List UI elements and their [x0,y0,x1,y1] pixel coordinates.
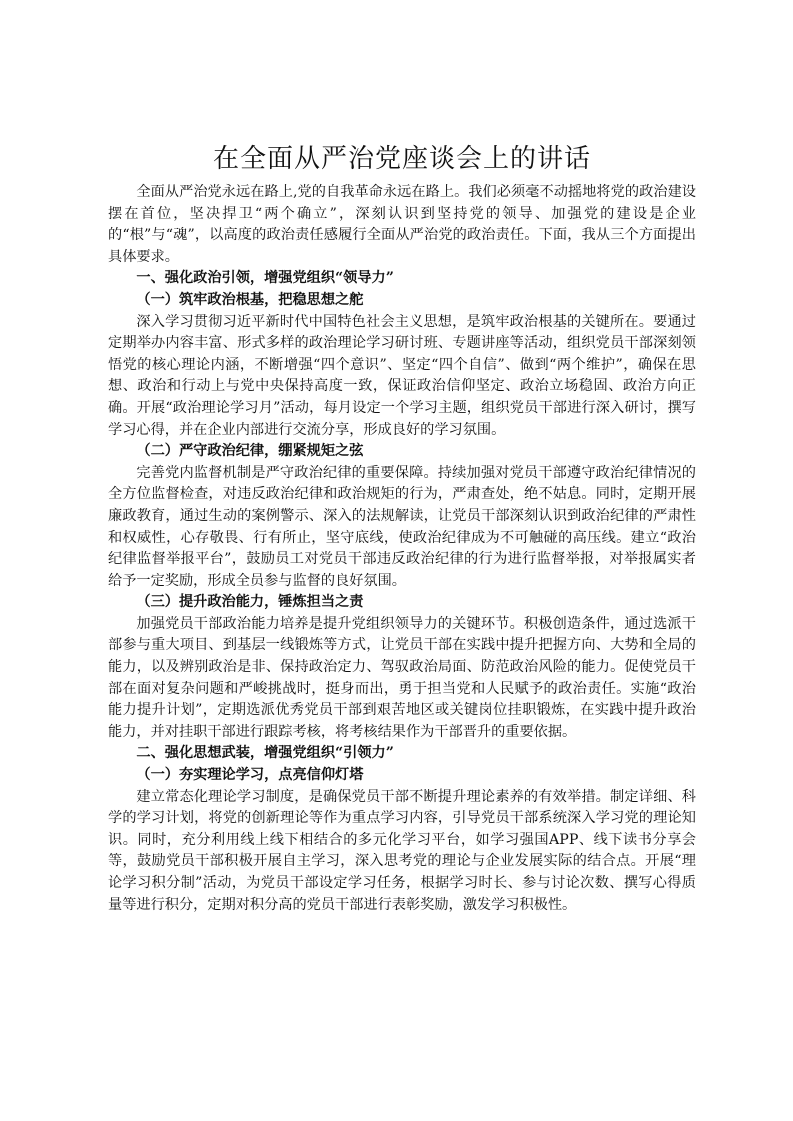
subsection-body-1-2: 完善党内监督机制是严守政治纪律的重要保障。持续加强对党员干部遵守政治纪律情况的全方位监督检查，对违反政治纪律和政治规矩的行为，严肃查处，绝不姑息。同时，定期开展廉政教育，通过生动的案例警示、深入的法规解读，让党员干部深刻认识到政治纪律的严肃性和权威性，心存敬畏、行有所止，坚守底线，使政治纪律成为不可触碰的高压线。建立“政治纪律监督举报平台”，鼓励员工对党员干部违反政治纪律的行为进行监督举报，对举报属实者给予一定奖励，形成全员参与监督的良好氛围。 [108,464,696,589]
subsection-heading-1-2: （二）严守政治纪律，绷紧规矩之弦 [136,443,364,460]
section-heading-2: 二、强化思想武装，增强党组织“引领力” [136,745,394,762]
document-title: 在全面从严治党座谈会上的讲话 [212,144,591,174]
subsection-body-1-3: 加强党员干部政治能力培养是提升党组织领导力的关键环节。积极创造条件，通过选派干部参与重大项目、到基层一线锻炼等方式，让党员干部在实践中提升把握方向、大势和全局的能力，以及辨别政治是非、保持政治定力、驾驭政治局面、防范政治风险的能力。促使党员干部在面对复杂问题和严峻挑战时，挺身而出，勇于担当党和人民赋予的政治责任。实施“政治能力提升计划”，定期选派优秀党员干部到艰苦地区或关键岗位挂职锻炼，在实践中提升政治能力，并对挂职干部进行跟踪考核，将考核结果作为干部晋升的重要依据。 [108,615,696,740]
section-heading-1: 一、强化政治引领，增强党组织“领导力” [136,270,394,287]
intro-paragraph: 全面从严治党永远在路上,党的自我革命永远在路上。我们必须毫不动摇地将党的政治建设摆在首位，坚决捍卫“两个确立”，深刻认识到坚持党的领导、加强党的建设是企业的“根”与“魂”，以高度的政治责任感履行全面从严治党的政治责任。下面，我从三个方面提出具体要求。 [108,184,696,265]
subsection-body-1-1: 深入学习贯彻习近平新时代中国特色社会主义思想，是筑牢政治根基的关键所在。要通过定期举办内容丰富、形式多样的政治理论学习研讨班、专题讲座等活动，组织党员干部深刻领悟党的核心理论内涵，不断增强“四个意识”、坚定“四个自信”、做到“两个维护”，确保在思想、政治和行动上与党中央保持高度一致，保证政治信仰坚定、政治立场稳固、政治方向正确。开展“政治理论学习月”活动，每月设定一个学习主题，组织党员干部进行深入研讨，撰写学习心得，并在企业内部进行交流分享，形成良好的学习氛围。 [108,313,696,438]
subsection-heading-1-1: （一）筑牢政治根基，把稳思想之舵 [136,291,364,308]
document-page [108,140,696,916]
subsection-heading-2-1: （一）夯实理论学习，点亮信仰灯塔 [136,767,364,784]
subsection-heading-1-3: （三）提升政治能力，锤炼担当之责 [136,594,364,611]
subsection-body-2-1: 建立常态化理论学习制度，是确保党员干部不断提升理论素养的有效举措。制定详细、科学的学习计划，将党的创新理论等作为重点学习内容，引导党员干部系统深入学习党的理论知识。同时，充分利用线上线下相结合的多元化学习平台，如学习强国APP、线下读书分享会等，鼓励党员干部积极开展自主学习，深入思考党的理论与企业发展实际的结合点。开展“理论学习积分制”活动，为党员干部设定学习任务，根据学习时长、参与讨论次数、撰写心得质量等进行积分，定期对积分高的党员干部进行表彰奖励，激发学习积极性。 [108,788,696,913]
